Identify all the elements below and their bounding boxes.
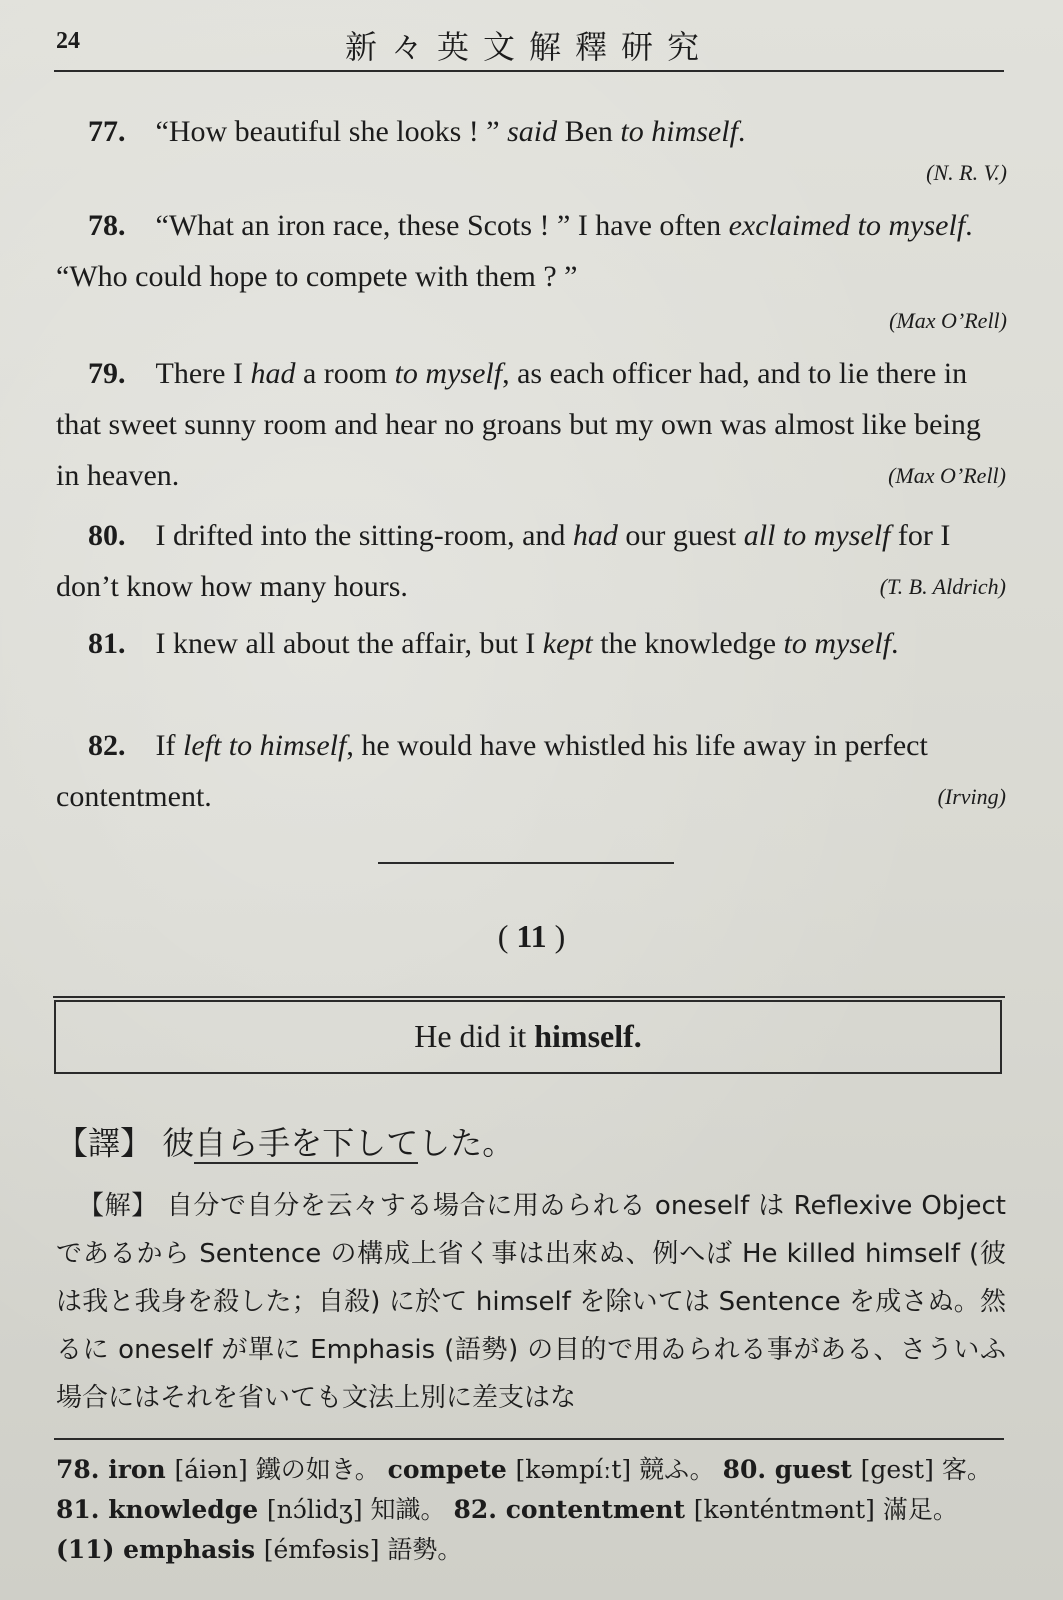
note-pronunciation: [kəmpíːt] (515, 1455, 640, 1484)
note-gloss: 客。 (941, 1455, 992, 1484)
note-word: guest (774, 1455, 861, 1484)
note-pronunciation: [gest] (860, 1455, 942, 1484)
explanation-label: 【解】 (78, 1191, 158, 1221)
emphasized-phrase: had (250, 357, 296, 390)
example-78 (56, 200, 1006, 302)
note-entry (454, 1495, 958, 1524)
example-text: “What an iron race, these Scots ! ” I have often (155, 209, 729, 242)
note-pronunciation: [áiən] (174, 1455, 256, 1484)
example-number: 78. (88, 209, 126, 242)
note-entry (56, 1455, 388, 1484)
note-word: contentment (505, 1495, 694, 1524)
source-77: (N. R. V.) (926, 160, 1007, 185)
note-entry (388, 1455, 723, 1484)
explanation-text: 自分で自分を云々する場合に用ゐられる oneself は Reflexive Object であるから Sentence の構成上省く事は出來ぬ、例へば He killed himself (彼は我と我身を殺した；自殺) に於て himself を除いては Sentence を成さぬ。然るに oneself が單に Emphasis (語勢) の目的で用ゐられる事がある、さういふ場合にはそれを省いても文法上別に差支はな (56, 1191, 1006, 1413)
example-number: 81. (88, 627, 126, 660)
section-separator (378, 862, 674, 864)
emphasized-phrase: to himself (620, 115, 738, 148)
note-entry (723, 1455, 992, 1484)
note-ref: 80. (722, 1455, 775, 1484)
note-entry (56, 1535, 462, 1564)
example-source: (T. B. Aldrich) (879, 574, 1006, 599)
example-number: 79. (88, 357, 126, 390)
emphasized-phrase: exclaimed to myself (728, 209, 966, 242)
section-number-value: 11 (516, 918, 547, 954)
note-gloss: 知識。 (370, 1495, 454, 1524)
example-text: Ben (557, 115, 621, 148)
explanation (56, 1182, 1006, 1422)
note-pronunciation: [kənténtmənt] (693, 1495, 883, 1524)
note-pronunciation: [émfəsis] (263, 1535, 388, 1564)
emphasized-phrase: to myself (394, 357, 503, 390)
key-sentence: He did it himself. (414, 1018, 642, 1054)
example-82 (56, 720, 1006, 822)
example-77 (56, 106, 1006, 157)
note-gloss: 鐵の如き。 (255, 1455, 388, 1484)
example-text: . (891, 627, 899, 660)
example-text: I knew all about the affair, but I (155, 627, 543, 660)
key-sentence-box (54, 1000, 1002, 1074)
header-rule (54, 70, 1004, 72)
note-gloss: 滿足。 (882, 1495, 958, 1524)
example-text: our guest (617, 519, 744, 552)
example-number: 82. (88, 729, 126, 762)
example-text: There I (155, 357, 251, 390)
box-top-rule (53, 996, 1005, 998)
example-text: “How beautiful she looks ! ” (155, 115, 508, 148)
example-text: I drifted into the sitting-room, and (155, 519, 573, 552)
example-text: If (155, 729, 183, 762)
example-source: (Max O’Rell) (888, 463, 1006, 488)
example-number: 80. (88, 519, 126, 552)
source-78: (Max O’Rell) (889, 308, 1007, 333)
emphasized-phrase: said (507, 115, 558, 148)
note-entry (56, 1495, 454, 1524)
emphasized-phrase: to myself (783, 627, 892, 660)
note-ref: (11) (56, 1535, 124, 1564)
emphasized-phrase: left to himself (182, 729, 347, 762)
example-text: . (737, 115, 746, 148)
note-word: knowledge (108, 1495, 267, 1524)
running-title: 新々英文解釋研究 (344, 28, 713, 66)
example-text: , as each officer had, and to lie there in that sweet sunny room and hear no groans but my own was almost like being in heaven. (56, 357, 981, 492)
example-number: 77. (88, 115, 126, 148)
note-word: emphasis (123, 1535, 264, 1564)
example-80 (56, 510, 1006, 612)
note-gloss: 競ふ。 (639, 1455, 723, 1484)
example-text: the knowledge (592, 627, 784, 660)
translation-underlined: 自ら手を下して (194, 1124, 419, 1162)
example-text: . “Who could hope to compete with them ? ” (56, 209, 973, 293)
translation-label: 【譯】 (56, 1124, 153, 1162)
example-text: , he would have whistled his life away in perfect contentment. (56, 729, 928, 813)
note-word: iron (108, 1455, 175, 1484)
vocabulary-notes (56, 1450, 1006, 1570)
section-number: ( 11 ) (497, 918, 566, 954)
note-ref: 81. (56, 1495, 109, 1524)
emphasized-phrase: all to myself (743, 519, 891, 552)
note-gloss: 語勢。 (387, 1535, 463, 1564)
note-word: compete (387, 1455, 516, 1484)
page-header (56, 18, 1002, 68)
translation: 【譯】 彼自ら手を下してした。 (56, 1124, 515, 1162)
example-79 (56, 348, 1006, 501)
key-word: himself. (534, 1018, 642, 1054)
page-number: 24 (56, 28, 80, 54)
footnote-rule (54, 1438, 1004, 1440)
emphasized-phrase: kept (542, 627, 593, 660)
example-81 (56, 618, 1006, 669)
example-source: (Irving) (937, 784, 1006, 809)
note-ref: 78. (56, 1455, 109, 1484)
note-pronunciation: [nɔ́lidʒ] (266, 1495, 371, 1524)
emphasized-phrase: had (572, 519, 618, 552)
note-ref: 82. (453, 1495, 506, 1524)
example-text: for I don’t know how many hours. (56, 519, 951, 603)
example-text: a room (295, 357, 395, 390)
